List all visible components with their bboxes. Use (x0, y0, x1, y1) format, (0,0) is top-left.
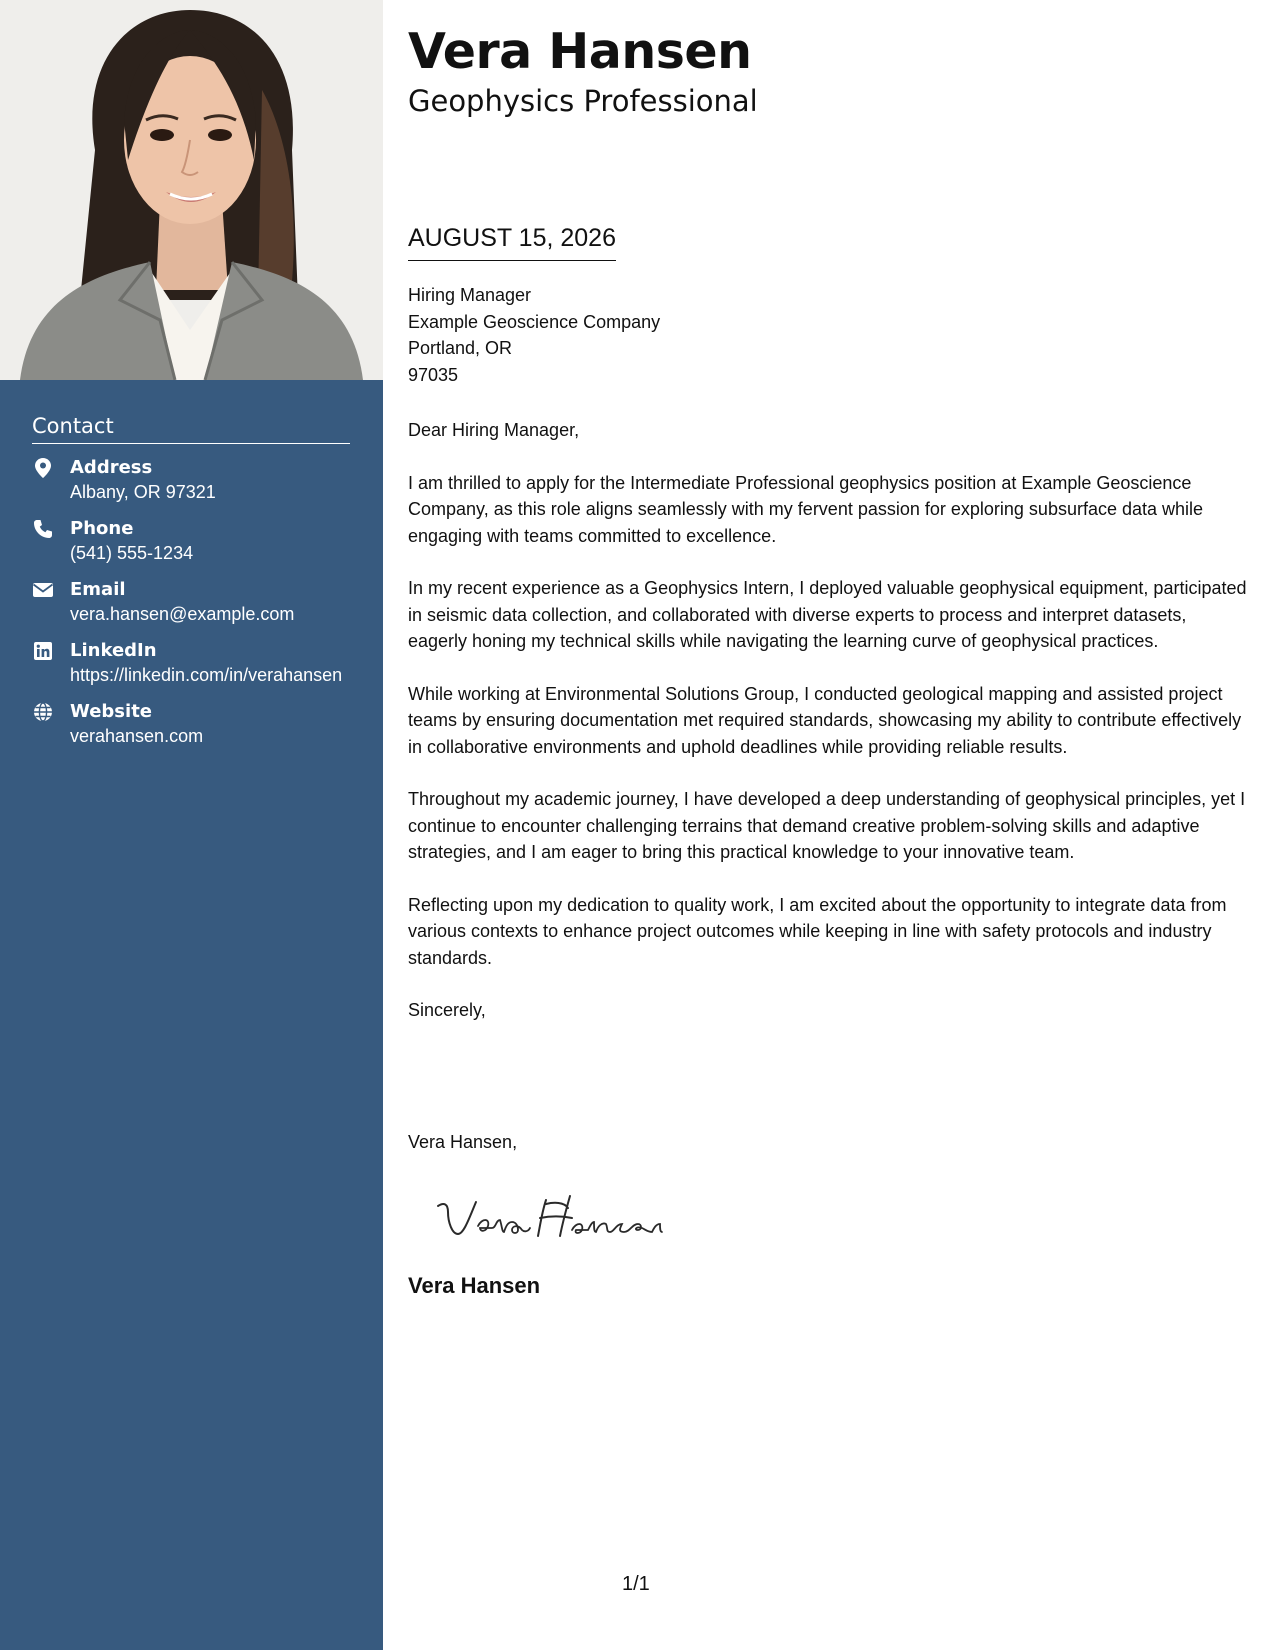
globe-icon (32, 701, 54, 723)
contact-label: LinkedIn (70, 640, 157, 661)
envelope-icon (32, 579, 54, 601)
applicant-name: Vera Hansen (408, 23, 752, 80)
email-link[interactable]: vera.hansen@example.com (70, 604, 295, 624)
contact-heading: Contact (32, 412, 350, 444)
phone-value[interactable]: (541) 555-1234 (70, 543, 194, 563)
handwritten-signature (434, 1182, 664, 1252)
contact-item-address (32, 456, 350, 504)
contact-item-email (32, 578, 350, 626)
contact-item-website (32, 700, 350, 748)
letter-body (408, 417, 1248, 1050)
signature-name: Vera Hansen (408, 1273, 541, 1298)
recipient-zip: 97035 (408, 364, 459, 385)
profile-photo (0, 0, 383, 380)
salutation: Dear Hiring Manager, (408, 420, 580, 440)
page-number: 1/1 (622, 1573, 650, 1595)
body-paragraph: While working at Environmental Solutions Group, I conducted geological mapping and assisted project teams by ensuring documentation met required standards, showcasing my ability to contribute effectively in collaborative environments and uphold deadlines while providing reliable results. (408, 683, 1242, 757)
sidebar (0, 0, 383, 1650)
contact-label: Website (70, 701, 153, 722)
contact-item-linkedin (32, 639, 350, 687)
contact-label: Email (70, 579, 126, 600)
recipient-city: Portland, OR (408, 338, 513, 358)
letter-date: AUGUST 15, 2026 (408, 222, 616, 261)
recipient-block (408, 282, 660, 388)
body-paragraph: In my recent experience as a Geophysics Intern, I deployed valuable geophysical equipment, participated in seismic data collection, and collaborated with diverse experts to process and interpret datasets, eagerly honing my technical skills while navigating the learning curve of geophysical practices. (408, 578, 1247, 651)
website-link[interactable]: verahansen.com (70, 726, 204, 746)
recipient-company: Example Geoscience Company (408, 311, 661, 332)
contact-section (32, 412, 350, 761)
applicant-title: Geophysics Professional (408, 84, 758, 118)
signoff-name: Vera Hansen, (408, 1132, 518, 1152)
body-paragraph: I am thrilled to apply for the Intermediate Professional geophysics position at Example Geoscience Company, as this role aligns seamlessly with my fervent passion for exploring subsurface data while engaging with teams committed to excellence. (408, 472, 1204, 546)
linkedin-icon (32, 640, 54, 662)
address-value: Albany, OR 97321 (70, 482, 216, 502)
contact-list (32, 456, 350, 748)
body-paragraph: Reflecting upon my dedication to quality work, I am excited about the opportunity to integrate data from various contexts to enhance project outcomes while keeping in line with safety protocols and industry standards. (408, 894, 1227, 968)
body-paragraph: Throughout my academic journey, I have developed a deep understanding of geophysical principles, yet I continue to encounter challenging terrains that demand creative problem-solving skills and adaptive strategies, and I am eager to bring this practical knowledge to your innovative team. (408, 789, 1246, 862)
recipient-role: Hiring Manager (408, 285, 532, 305)
contact-item-phone (32, 517, 350, 565)
linkedin-link[interactable]: https://linkedin.com/in/verahansen (70, 665, 343, 685)
contact-label: Address (70, 457, 153, 478)
phone-icon (32, 518, 54, 540)
closing: Sincerely, (408, 1000, 486, 1020)
contact-label: Phone (70, 518, 134, 539)
location-pin-icon (32, 457, 54, 479)
